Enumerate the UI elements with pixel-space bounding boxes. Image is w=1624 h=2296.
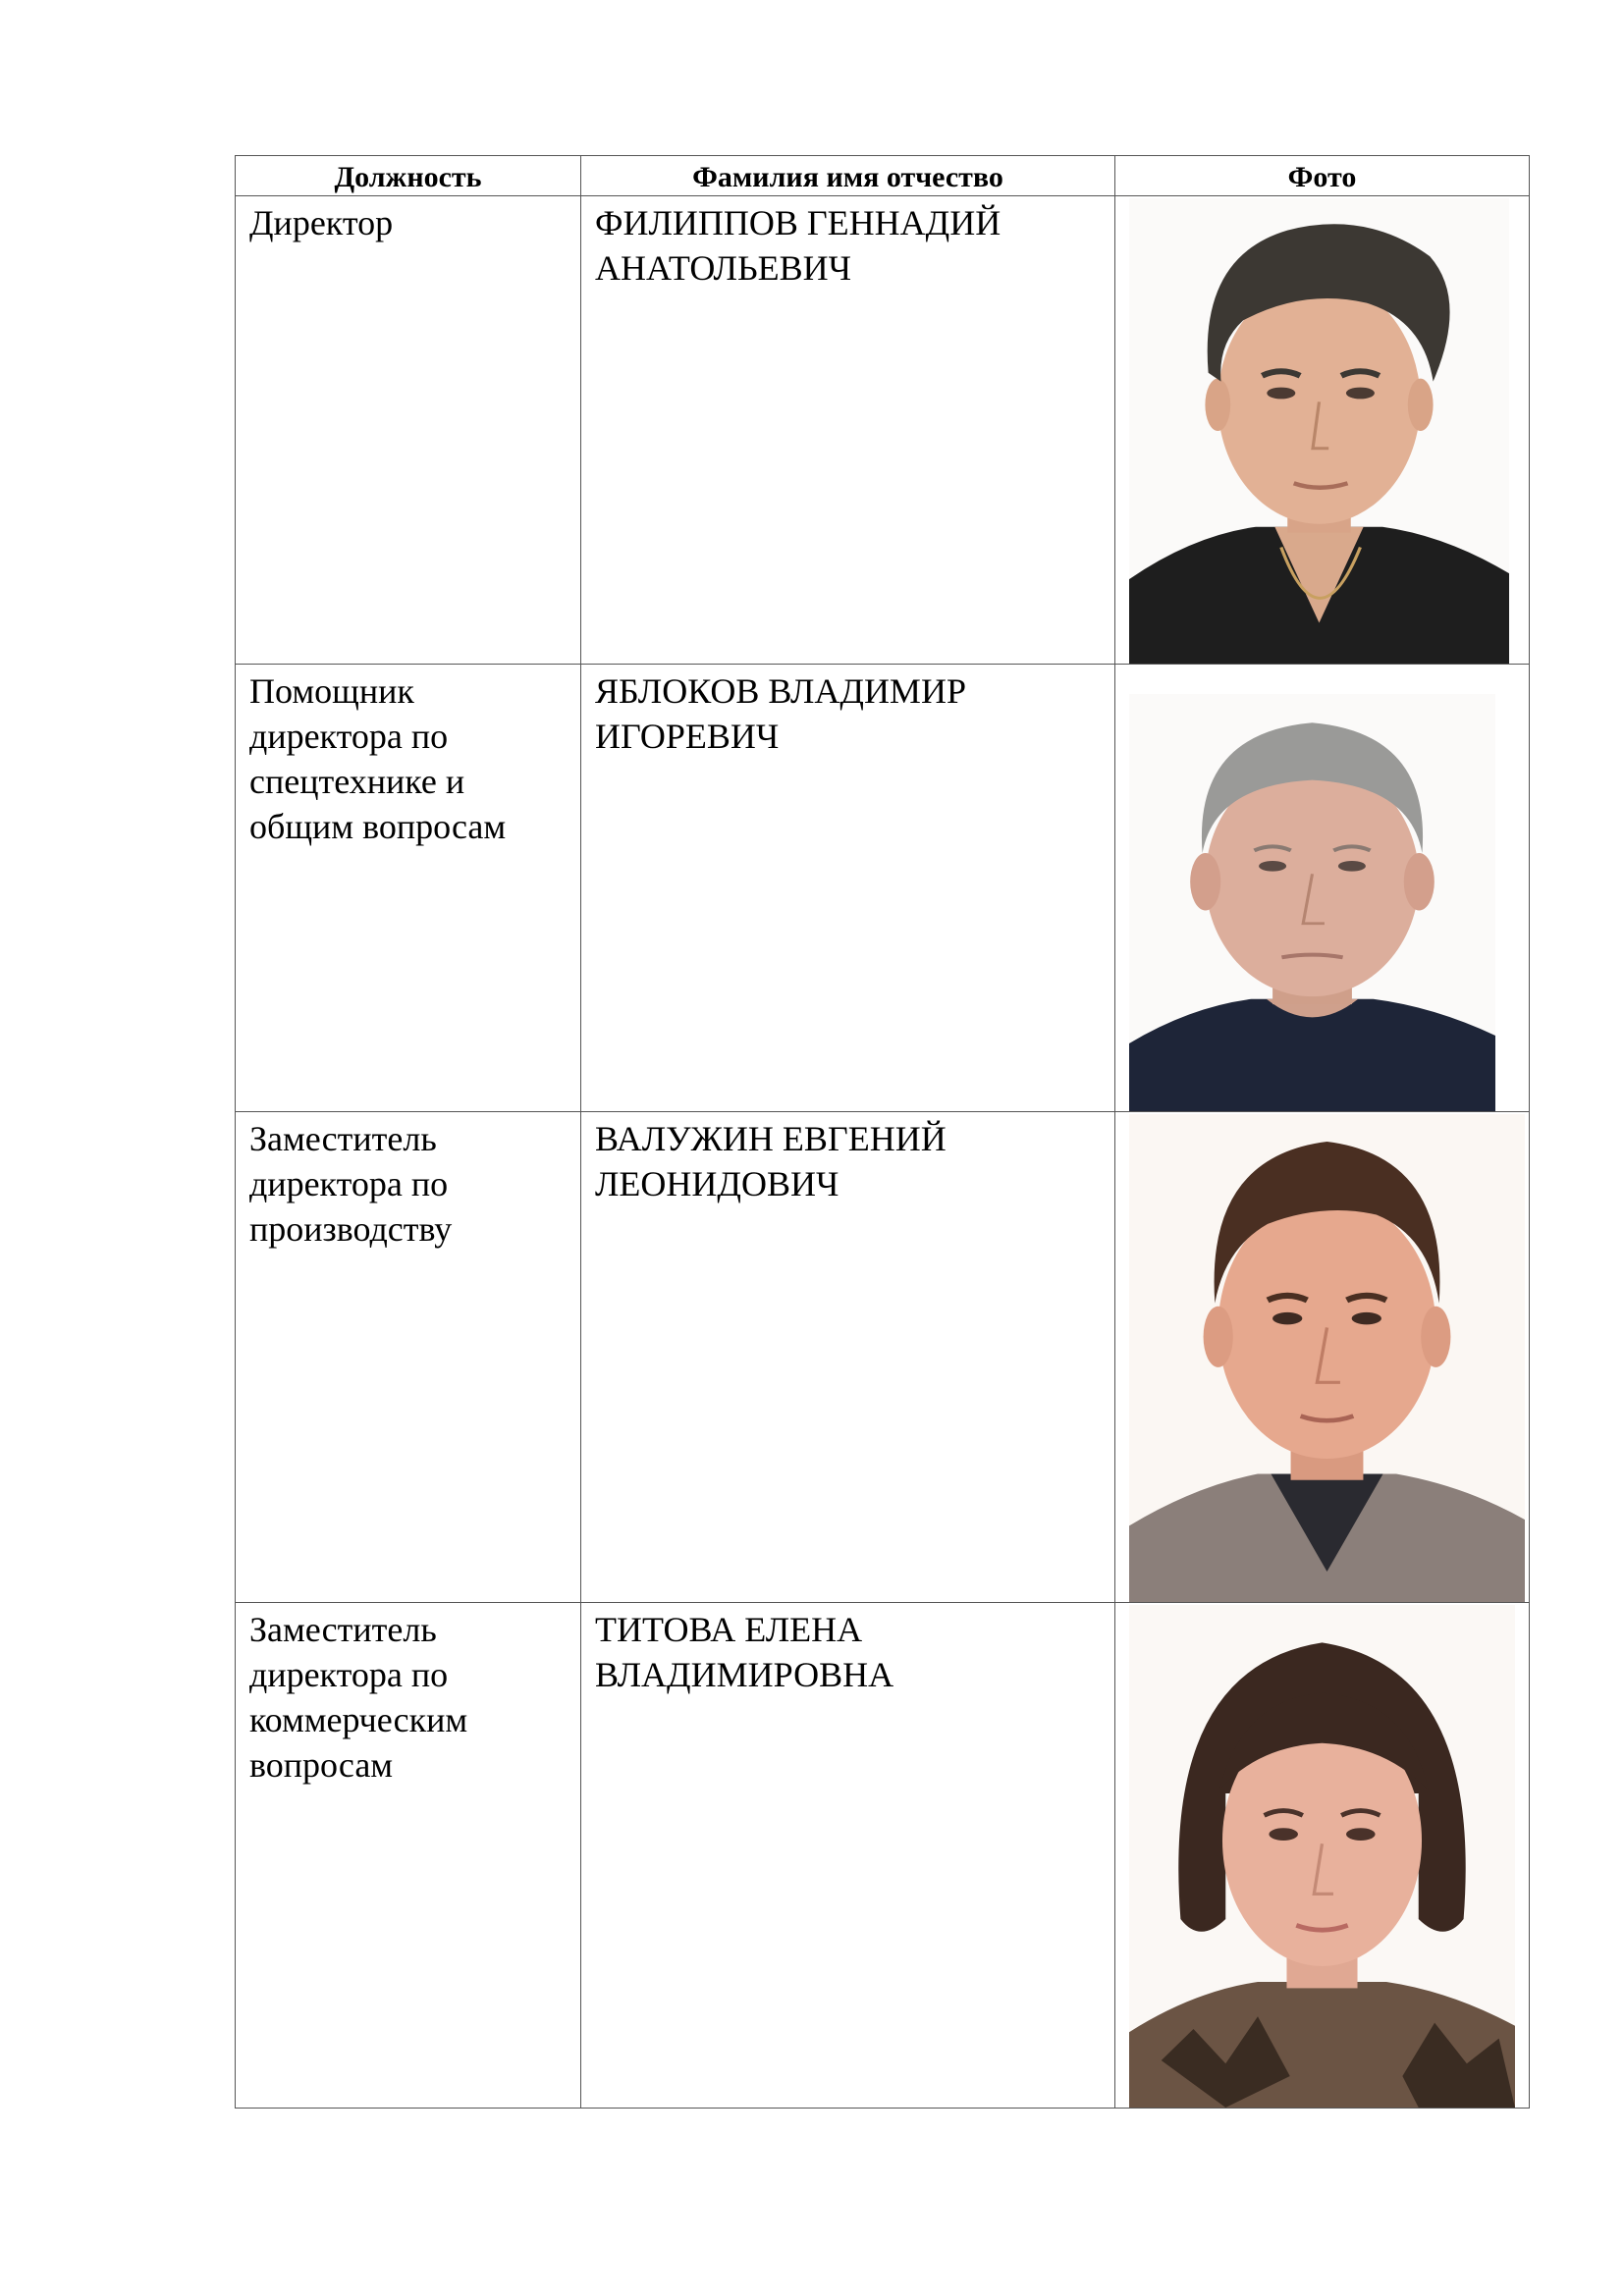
- position-line: спецтехнике и: [249, 762, 465, 801]
- name-line: ФИЛИППОВ ГЕННАДИЙ: [595, 203, 1001, 242]
- position-cell: [236, 1112, 581, 1603]
- photo-cell: [1115, 1603, 1530, 2109]
- position-line: Заместитель: [249, 1119, 437, 1158]
- photo-cell: [1115, 1112, 1530, 1603]
- name-cell: [581, 196, 1115, 665]
- name-cell: [581, 665, 1115, 1112]
- name-line: ВАЛУЖИН ЕВГЕНИЙ: [595, 1119, 947, 1158]
- position-line: общим вопросам: [249, 807, 507, 846]
- name-cell: [581, 1603, 1115, 2109]
- name-line: ИГОРЕВИЧ: [595, 717, 780, 756]
- position-line: директора по: [249, 1164, 449, 1203]
- photo-cell: [1115, 196, 1530, 665]
- portrait-photo: [1129, 198, 1509, 664]
- position-line: вопросам: [249, 1745, 394, 1785]
- position-line: директора по: [249, 717, 449, 756]
- portrait-photo: [1129, 1605, 1515, 2108]
- table-row: [236, 1112, 1530, 1603]
- name-cell: [581, 1112, 1115, 1603]
- position-line: директора по: [249, 1655, 449, 1694]
- table-row: [236, 196, 1530, 665]
- staff-table: [235, 155, 1530, 2109]
- portrait-photo-man-dark-hair-icon: [1129, 198, 1509, 664]
- header-name: Фамилия имя отчество: [581, 156, 1115, 196]
- portrait-photo: [1129, 1114, 1525, 1602]
- position-cell: [236, 1603, 581, 2109]
- table-row: [236, 665, 1530, 1112]
- name-line: ЯБЛОКОВ ВЛАДИМИР: [595, 671, 966, 711]
- position-line: производству: [249, 1209, 453, 1249]
- table-row: [236, 1603, 1530, 2109]
- position-line: Заместитель: [249, 1610, 437, 1649]
- portrait-photo-man-grey-hair-icon: [1129, 694, 1495, 1111]
- table-header-row: [236, 156, 1530, 196]
- header-position: Должность: [236, 156, 581, 196]
- position-cell: [236, 665, 581, 1112]
- photo-cell: [1115, 665, 1530, 1112]
- position-cell: [236, 196, 581, 665]
- name-line: ЛЕОНИДОВИЧ: [595, 1164, 839, 1203]
- name-line: ВЛАДИМИРОВНА: [595, 1655, 894, 1694]
- name-line: АНАТОЛЬЕВИЧ: [595, 248, 852, 288]
- portrait-photo-woman-bob-hair-icon: [1129, 1605, 1515, 2108]
- position-line: Директор: [249, 203, 394, 242]
- header-photo: Фото: [1115, 156, 1530, 196]
- position-line: Помощник: [249, 671, 414, 711]
- portrait-photo: [1129, 694, 1495, 1111]
- position-line: коммерческим: [249, 1700, 468, 1739]
- name-line: ТИТОВА ЕЛЕНА: [595, 1610, 863, 1649]
- portrait-photo-man-brown-hair-icon: [1129, 1114, 1525, 1602]
